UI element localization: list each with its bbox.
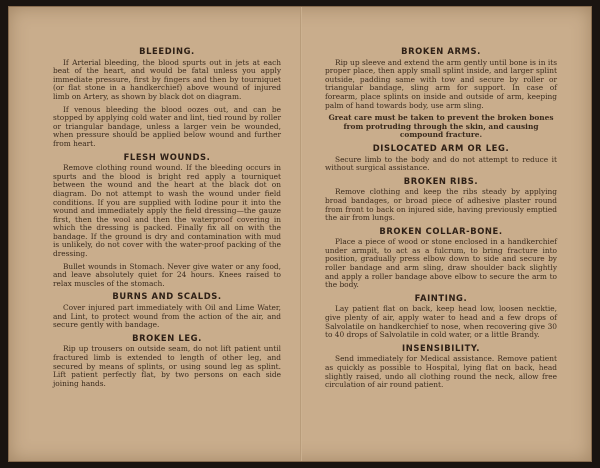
section-heading: DISLOCATED ARM OR LEG. (372, 142, 510, 153)
section-fainting (325, 294, 557, 340)
section-heading: FLESH WOUNDS. (123, 151, 211, 162)
section-insensibility (325, 344, 557, 390)
section-paragraph: Bullet wounds in Stomach. Never give water or any food, and leave absolutely quiet for 24 hours. Knees raised to relax muscles of the stomach. (53, 261, 281, 288)
section-paragraph: Secure limb to the body and do not attempt to reduce it without surgical assistance. (325, 154, 557, 173)
section-warning: Great care must be taken to prevent the broken bones from protruding through the skin, and causing compound fracture. (328, 113, 554, 140)
section-heading: BROKEN COLLAR-BONE. (379, 225, 503, 236)
section-flesh-wounds (53, 153, 281, 289)
section-paragraph: Place a piece of wood or stone enclosed in a handkerchief under armpit, to act as a fulcrum, to bring fracture into position, gradually press elbow down to side and secure by roller bandage and arm sling, draw shoulder back slightly and apply a roller bandage above elbow to secure the arm to the body. (325, 237, 557, 290)
document-sheet (8, 6, 592, 462)
section-heading: BROKEN LEG. (132, 332, 202, 343)
section-heading: FAINTING. (414, 292, 468, 303)
section-broken-leg (53, 334, 281, 389)
section-heading: INSENSIBILITY. (402, 342, 480, 353)
section-paragraph: Lay patient flat on back, keep head low, loosen necktie, give plenty of air, apply water to head and a few drops of Salvolatile on handkerchief to nose, when recovering give 30 to 40 drops of Salvolatile in cold water, or a little Brandy. (325, 304, 557, 340)
section-paragraph: Send immediately for Medical assistance. Remove patient as quickly as possible to Hospital, lying flat on back, head slightly raised, undo all clothing round the neck, allow free circulation of air round patient. (325, 354, 557, 390)
section-paragraph: If Arterial bleeding, the blood spurts out in jets at each beat of the heart, and would be fatal unless you apply immediate pressure, first by fingers and then by tourniquet (or flat stone in a handkerchief) above wound of injured limb on Artery, as shown by black dot on diagram. (53, 57, 281, 101)
section-burns-and-scalds (53, 292, 281, 329)
center-fold (300, 7, 302, 461)
section-heading: BURNS AND SCALDS. (112, 291, 222, 302)
section-heading: BLEEDING. (139, 46, 195, 56)
section-broken-arms (325, 47, 557, 140)
section-broken-collar-bone (325, 227, 557, 290)
section-paragraph: Remove clothing and keep the ribs steady by applying broad bandages, or broad piece of adhesive plaster round from front to back on injured side, having previously emptied the air from lungs. (325, 187, 557, 223)
section-paragraph: Cover injured part immediately with Oil and Lime Water, and Lint, to protect wound from the action of the air, and secure gently with bandage. (53, 303, 281, 330)
section-heading: BROKEN RIBS. (403, 175, 479, 186)
section-paragraph: Remove clothing round wound. If the bleeding occurs in spurts and the blood is bright red apply a tourniquet between the wound and the heart at the black dot on diagram. Do not attempt to wash the wound under field conditions. If you are supplied with Iodine pour it into the wound and immediately apply the field dressing—the gauze first, then the wool and then the waterproof covering in which the dressing is packed. Finally fix all on with the bandage. If the ground is dry and contamination with mud is unlikely, do not cover with the water-proof packing of the dressing. (53, 163, 281, 259)
section-broken-ribs (325, 177, 557, 223)
section-paragraph: If venous bleeding the blood oozes out, and can be stopped by applying cold water and lint, tied round by roller or triangular bandage, unless a larger vein be wounded, when pressure should be applied below wound and further from heart. (53, 104, 281, 148)
section-heading: BROKEN ARMS. (401, 46, 481, 56)
left-page (53, 47, 281, 392)
section-bleeding (53, 47, 281, 149)
right-page (325, 47, 557, 394)
section-paragraph: Rip up sleeve and extend the arm gently until bone is in its proper place, then apply small splint inside, and larger splint outside, padding same with tow and secure by roller or triangular bandage, sling arm for support. In case of forearm, place splints on inside and outside of arm, keeping palm of hand towards body, use arm sling. (325, 57, 557, 110)
section-dislocated (325, 144, 557, 173)
section-paragraph: Rip up trousers on outside seam, do not lift patient until fractured limb is extended to length of other leg, and secured by means of splints, or using sound leg as splint. Lift patient perfectly flat, by two persons on each side joining hands. (53, 344, 281, 388)
